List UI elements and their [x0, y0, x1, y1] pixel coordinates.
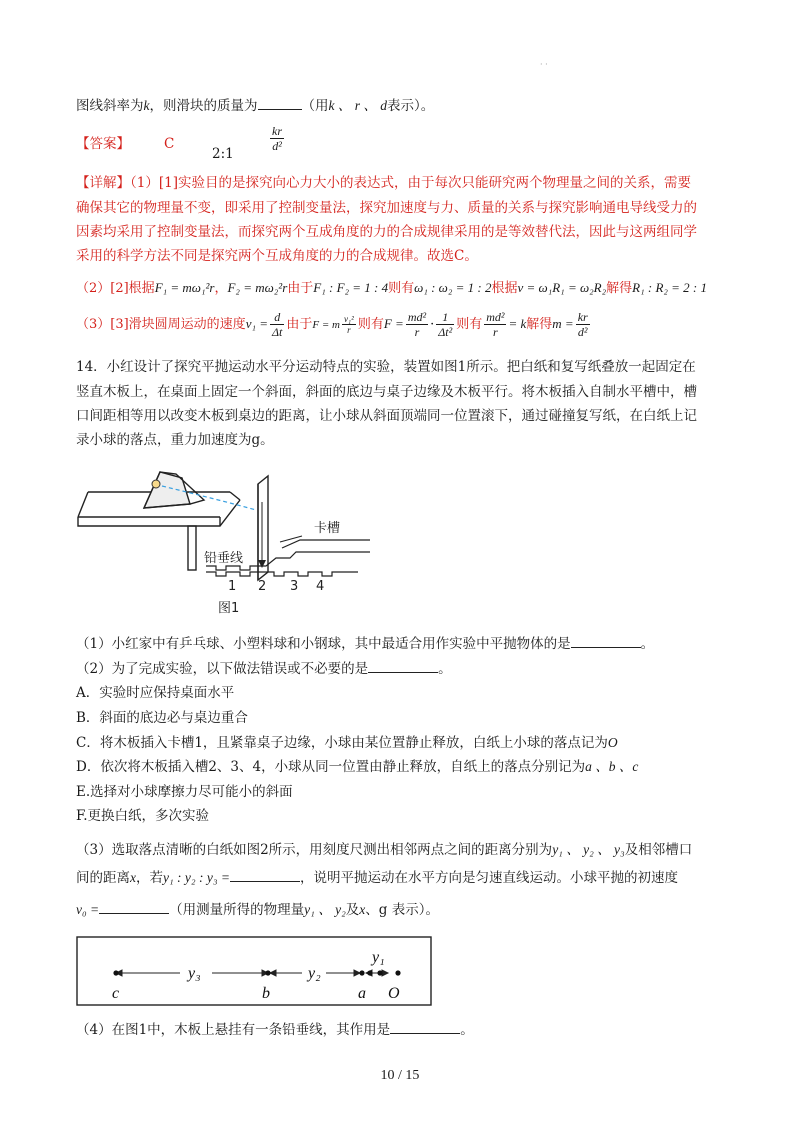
label-a: a — [358, 985, 366, 1002]
detail-line-3: 因素均采用了控制变量法，而探究两个互成角度的力的合成规律采用的是等效替代法，因此与这两组同学 — [76, 224, 697, 240]
figure-1-caption: 图1 — [218, 601, 240, 616]
d6-a: （3）[3]滑块圆周运动的速度 — [76, 317, 246, 332]
q3-3d: 、g 表示）。 — [365, 902, 439, 918]
sub-q2 — [76, 659, 452, 679]
answer-2: 2:1 — [212, 146, 234, 162]
q3-1b: 及相邻槽口 — [624, 842, 693, 858]
d6-m: m = — [552, 316, 574, 331]
d5-f3: F₁ : F₂ = 1 : 4 — [313, 280, 389, 295]
point-c — [113, 970, 118, 975]
q3-2-ratio: y₁ : y₂ : y₃ = — [163, 870, 231, 885]
option-b: B．斜面的底边必与桌边重合 — [76, 710, 248, 726]
d5-d: 则有 — [388, 281, 415, 296]
q3-1-vars: y₁ 、 y₂ 、 y₃ — [552, 842, 625, 857]
slot-num-2: 2 — [258, 579, 267, 594]
point-o — [395, 970, 400, 975]
q3-v0-blank — [99, 901, 169, 914]
intro-line — [76, 96, 434, 116]
d6-c: 则有 — [357, 317, 384, 332]
d5-f2: F₂ = mω₂²r — [227, 280, 288, 295]
figure-2-frame — [77, 937, 431, 1005]
q3-ratio-blank — [230, 869, 300, 882]
d5-g: 解得 — [606, 281, 633, 296]
ball — [152, 480, 160, 488]
page-number: 10 / 15 — [380, 1068, 420, 1083]
q3-3c: 及 — [345, 902, 360, 918]
answer-1: C — [164, 136, 175, 152]
q14-line-1: 14．小红设计了探究平抛运动水平分运动特点的实验，装置如图1所示。把白纸和复写纸叠放一起固定在 — [76, 359, 696, 375]
slot-label: 卡槽 — [314, 521, 341, 536]
q14-line-2: 竖直木板上，在桌面上固定一个斜面，斜面的底边与桌子边缘及木板平行。将木板插入自制水平槽中，槽 — [76, 384, 697, 400]
d6-e: 解得 — [526, 317, 553, 332]
d5-b: ， — [214, 281, 228, 296]
q3-3-v0: v₀ = — [76, 902, 100, 917]
sub-q2-blank — [368, 660, 438, 673]
dimension-lines — [116, 970, 388, 976]
q3-2b: ，若 — [136, 870, 163, 886]
sub-q2-end: 。 — [438, 661, 452, 677]
plumb-label: 铅垂线 — [204, 551, 244, 566]
label-y1: y₁ — [372, 949, 385, 966]
option-c-var: O — [607, 735, 618, 750]
intro-vars: k 、 r 、 d — [328, 98, 387, 113]
d5-e: 根据 — [491, 281, 518, 296]
option-c-text: C．将木板插入卡槽1，且紧靠桌子边缘，小球由某位置静止释放，白纸上小球的落点记为 — [76, 735, 608, 751]
d5-f1: F₁ = mω₁²r — [154, 280, 215, 295]
answer-3 — [268, 124, 286, 153]
detail-line-5 — [76, 278, 707, 299]
option-d-vars: a 、b 、c — [585, 759, 639, 774]
slot-num-1: 1 — [228, 579, 237, 594]
label-b: b — [262, 985, 270, 1002]
q14-line-3: 口间距相等用以改变木板到桌边的距离，让小球从斜面顶端同一位置滚下，通过碰撞复写纸，在白纸上记 — [76, 408, 697, 424]
sub-q4-text: （4）在图1中，木板上悬挂有一条铅垂线，其作用是 — [76, 1022, 391, 1038]
detail-line-1 — [76, 173, 691, 193]
detail-label: 【详解】 — [76, 175, 130, 191]
answer-3-num: kr — [272, 124, 282, 138]
point-a — [359, 970, 364, 975]
sub-q4 — [76, 1020, 474, 1040]
q3-2-x: x — [130, 870, 136, 885]
d6-b: 由于 — [286, 317, 313, 332]
var-k: k — [143, 98, 150, 113]
option-f: F.更换白纸，多次实验 — [76, 808, 210, 824]
answer-label: 【答案】 — [76, 136, 130, 152]
point-a2 — [367, 970, 372, 975]
q3-2c: ，说明平抛运动在水平方向是匀速直线运动。小球平抛的初速度 — [300, 870, 679, 886]
d5-c: 由于 — [287, 281, 314, 296]
option-c — [76, 733, 618, 753]
detail-text-1: （1）[1]实验目的是探究向心力大小的表达式，由于每次只能研究两个物理量之间的关系，需要 — [130, 175, 691, 191]
d5-f5: v = ω₁R₁ = ω₂R₂ — [517, 280, 607, 295]
q3-1a: （3）选取落点清晰的白纸如图2所示，用刻度尺测出相邻两点之间的距离分别为 — [76, 842, 553, 858]
detail-line-2: 确保其它的物理量不变，即采用了控制变量法，探究加速度与力、质量的关系与探究影响通电导线受力的 — [76, 200, 697, 216]
answer-blank — [258, 97, 302, 110]
sub-q3-line-2 — [76, 868, 678, 888]
incline — [144, 472, 204, 508]
label-y3: y₃ — [188, 965, 201, 982]
sub-q4-end: 。 — [460, 1022, 474, 1038]
d6-F: F = m — [312, 319, 340, 331]
option-a: A．实验时应保持桌面水平 — [76, 685, 235, 701]
d6-d: 则有 — [456, 317, 483, 332]
intro-text-2: ，则滑块的质量为 — [149, 98, 258, 114]
d6-eq: = k — [508, 316, 527, 331]
label-c: c — [112, 985, 120, 1002]
detail-line-4: 采用的科学方法不同是探究两个互成角度的力的合成规律。故选C。 — [76, 248, 478, 264]
d6-v: v₁ = — [245, 316, 268, 331]
d5-f6: R₁ : R₂ = 2 : 1 — [632, 280, 708, 295]
answer-3-den: d² — [270, 138, 284, 153]
corner-mark: · · — [540, 60, 548, 69]
d5-a: （2）[2]根据 — [76, 281, 155, 296]
q3-3-vars: y₁ 、 y₂ — [304, 902, 346, 917]
detail-line-6: （3）[3]滑块圆周运动的速度v₁ = $\frac{d}{\Delta t}$ 由于F = m $\frac{\text{v₁²}}{r}$ 则有F = $\frac{\text{md²}}{r}$ · $\frac{1}{\text{Δt²}}$ 则有 $\frac{\text{md²}}{r}$ = k解得m = $\frac{kr}{\text{d²}}$ — [76, 310, 588, 339]
option-e: E.选择对小球摩擦力尽可能小的斜面 — [76, 784, 293, 800]
point-mid — [377, 970, 382, 975]
q3-3b: （用测量所得的物理量 — [169, 902, 305, 918]
label-o: O — [388, 985, 400, 1002]
sub-q1 — [76, 634, 654, 654]
sub-q2-text: （2）为了完成实验，以下做法错误或不必要的是 — [76, 661, 369, 677]
intro-text-4: 表示）。 — [387, 98, 435, 114]
slot-num-4: 4 — [316, 579, 325, 594]
d5-f4: ω₁ : ω₂ = 1 : 2 — [414, 280, 492, 295]
figure-1 — [70, 462, 370, 622]
q3-3-x: x — [359, 902, 366, 917]
figure-2 — [76, 936, 432, 1008]
sub-q1-blank — [571, 635, 641, 648]
sub-q4-blank — [390, 1021, 460, 1034]
option-d — [76, 757, 638, 777]
q14-line-4: 录小球的落点，重力加速度为g。 — [76, 432, 274, 448]
q3-2a: 间的距离 — [76, 870, 130, 886]
sub-q3-line-1 — [76, 840, 692, 860]
sub-q3-line-3 — [76, 900, 439, 920]
intro-text-3: （用 — [301, 98, 329, 114]
d6-F2: F = — [383, 316, 404, 331]
label-y2: y₂ — [308, 965, 321, 982]
sub-q1-end: 。 — [640, 636, 655, 652]
slot-num-3: 3 — [290, 579, 299, 594]
option-d-text: D．依次将木板插入槽2、3、4，小球从同一位置由静止释放，自纸上的落点分别记为 — [76, 759, 586, 775]
intro-text-1: 图线斜率为 — [76, 98, 144, 114]
sub-q1-text: （1）小红家中有乒乓球、小塑料球和小钢球，其中最适合用作实验中平抛物体的是 — [76, 636, 571, 652]
point-b — [265, 970, 270, 975]
